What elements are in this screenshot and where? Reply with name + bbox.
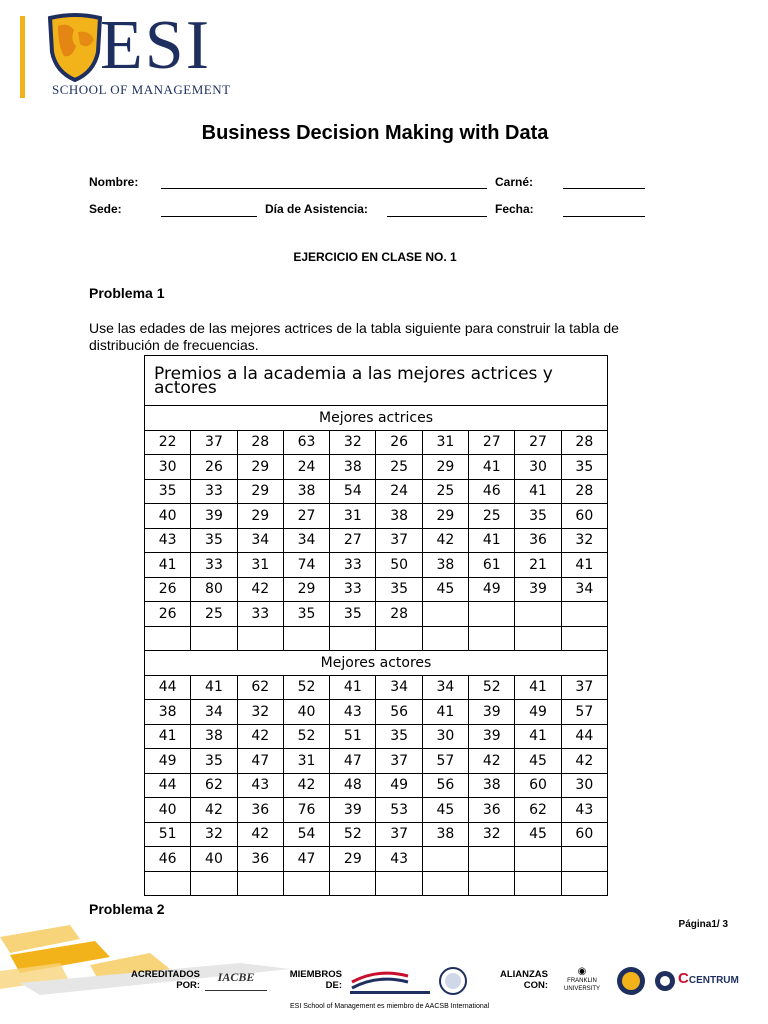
table-cell: 43 (376, 847, 422, 872)
table-cell (469, 847, 515, 872)
table-cell: 62 (237, 675, 283, 700)
table-cell: 30 (561, 773, 607, 798)
table-cell (561, 602, 607, 627)
table-cell (515, 602, 561, 627)
globe-icon: ◉ (577, 966, 587, 977)
table-cell: 52 (283, 724, 329, 749)
table-cell: 29 (237, 504, 283, 529)
table-cell: 44 (145, 675, 191, 700)
crest-logo-icon (654, 970, 676, 992)
table-cell (145, 871, 191, 896)
table-cell: 41 (145, 553, 191, 578)
table-cell (469, 871, 515, 896)
table-cell: 45 (422, 798, 468, 823)
table-cell: 26 (145, 602, 191, 627)
alianzas-label (492, 969, 548, 991)
table-cell: 33 (330, 577, 376, 602)
table-cell (191, 871, 237, 896)
table-cell: 80 (191, 577, 237, 602)
table-cell: 51 (330, 724, 376, 749)
table-cell (376, 626, 422, 651)
problem-1-text: Use las edades de las mejores actrices de la tabla siguiente para construir la tabla de distribución de frecuencias. (89, 320, 619, 353)
table-cell (145, 626, 191, 651)
table-cell (515, 847, 561, 872)
carne-field[interactable] (563, 188, 645, 189)
document-title: Business Decision Making with Data (201, 122, 549, 144)
table-cell: 52 (283, 675, 329, 700)
table-cell: 30 (515, 455, 561, 480)
table-cell: 36 (237, 798, 283, 823)
table-row (145, 626, 608, 651)
table-cell: 31 (330, 504, 376, 529)
table-cell: 35 (561, 455, 607, 480)
group-header-row (145, 406, 608, 431)
table-cell (283, 626, 329, 651)
table-cell: 49 (515, 700, 561, 725)
table-cell: 37 (191, 430, 237, 455)
table-cell: 60 (561, 822, 607, 847)
table-cell: 35 (376, 724, 422, 749)
table-cell: 33 (237, 602, 283, 627)
table-cell: 37 (376, 822, 422, 847)
table-cell: 41 (469, 528, 515, 553)
table-cell: 34 (283, 528, 329, 553)
table-caption: Premios a la academia a las mejores actrices y actores (145, 356, 608, 406)
table-cell: 38 (469, 773, 515, 798)
table-cell: 26 (191, 455, 237, 480)
table-cell: 34 (237, 528, 283, 553)
table-cell: 32 (330, 430, 376, 455)
table-cell: 47 (330, 749, 376, 774)
table-cell (422, 847, 468, 872)
table-cell: 36 (237, 847, 283, 872)
table-cell: 32 (237, 700, 283, 725)
table-cell: 44 (145, 773, 191, 798)
table-cell: 57 (422, 749, 468, 774)
table-cell: 25 (422, 479, 468, 504)
table-cell (330, 871, 376, 896)
table-cell: 28 (376, 602, 422, 627)
fecha-field[interactable] (563, 216, 645, 217)
table-row (145, 773, 608, 798)
table-cell: 54 (330, 479, 376, 504)
table-cell: 39 (515, 577, 561, 602)
table-cell: 27 (283, 504, 329, 529)
table-cell: 40 (145, 798, 191, 823)
table-cell: 42 (237, 822, 283, 847)
table-cell: 48 (330, 773, 376, 798)
table-cell: 21 (515, 553, 561, 578)
centrum-logo (678, 970, 740, 990)
sede-label: Sede: (89, 202, 122, 216)
problem-1-heading: Problema 1 (89, 285, 165, 301)
acreditados-label (122, 969, 200, 991)
table-cell: 29 (237, 455, 283, 480)
table-cell: 42 (561, 749, 607, 774)
table-cell (422, 626, 468, 651)
table-cell (515, 626, 561, 651)
table-row (145, 700, 608, 725)
table-cell: 35 (191, 528, 237, 553)
table-row (145, 577, 608, 602)
table-cell: 35 (145, 479, 191, 504)
table-cell: 24 (283, 455, 329, 480)
table-cell: 41 (515, 675, 561, 700)
esi-logo (44, 7, 231, 100)
table-cell: 25 (469, 504, 515, 529)
table-cell: 42 (237, 724, 283, 749)
table-cell: 41 (422, 700, 468, 725)
table-cell: 26 (376, 430, 422, 455)
table-cell (561, 626, 607, 651)
table-cell: 29 (237, 479, 283, 504)
table-cell: 42 (191, 798, 237, 823)
table-cell: 38 (422, 553, 468, 578)
table-cell: 37 (376, 749, 422, 774)
table-cell: 38 (283, 479, 329, 504)
table-cell: 47 (283, 847, 329, 872)
table-cell: 49 (145, 749, 191, 774)
table-row (145, 847, 608, 872)
nombre-field[interactable] (161, 188, 487, 189)
table-cell: 34 (376, 675, 422, 700)
table-cell: 28 (561, 479, 607, 504)
table-cell: 40 (283, 700, 329, 725)
centrum-text: CENTRUM (688, 975, 739, 986)
table-cell (237, 871, 283, 896)
table-cell: 62 (191, 773, 237, 798)
table-cell: 36 (515, 528, 561, 553)
membership-logo-icon (348, 966, 436, 998)
problem-2-heading: Problema 2 (89, 901, 165, 917)
table-cell: 39 (469, 700, 515, 725)
dia-asistencia-field[interactable] (387, 216, 487, 217)
table-row (145, 749, 608, 774)
table-cell: 52 (469, 675, 515, 700)
table-cell: 35 (283, 602, 329, 627)
group-title: Mejores actores (145, 651, 608, 676)
table-cell: 27 (469, 430, 515, 455)
table-row (145, 798, 608, 823)
miembros-label (282, 969, 342, 991)
table-cell: 53 (376, 798, 422, 823)
table-cell (469, 626, 515, 651)
shield-globe-icon (44, 12, 106, 82)
table-cell (422, 871, 468, 896)
table-cell: 41 (469, 455, 515, 480)
table-cell: 43 (145, 528, 191, 553)
table-caption-row (145, 356, 608, 406)
table-cell: 62 (515, 798, 561, 823)
table-cell: 56 (376, 700, 422, 725)
table-cell: 37 (561, 675, 607, 700)
table-cell: 32 (469, 822, 515, 847)
table-cell: 28 (237, 430, 283, 455)
table-cell: 74 (283, 553, 329, 578)
franklin-logo (553, 968, 611, 993)
table-row (145, 675, 608, 700)
seal-logo-icon (616, 966, 646, 996)
table-cell: 30 (422, 724, 468, 749)
sede-field[interactable] (161, 216, 257, 217)
table-cell: 29 (422, 504, 468, 529)
table-cell: 36 (469, 798, 515, 823)
table-cell: 42 (283, 773, 329, 798)
table-cell: 38 (191, 724, 237, 749)
table-cell: 45 (515, 749, 561, 774)
table-cell: 38 (145, 700, 191, 725)
acreditados-text: ACREDITADOS POR: (131, 969, 200, 991)
iacbe-logo: IACBE (205, 970, 267, 991)
table-cell: 41 (191, 675, 237, 700)
table-cell: 42 (422, 528, 468, 553)
table-cell: 50 (376, 553, 422, 578)
table-row (145, 602, 608, 627)
table-cell: 45 (422, 577, 468, 602)
table-cell: 43 (330, 700, 376, 725)
logo-accent-bar (20, 16, 25, 98)
carne-label: Carné: (495, 175, 534, 189)
table-cell: 41 (515, 724, 561, 749)
table-cell: 32 (561, 528, 607, 553)
table-cell: 25 (191, 602, 237, 627)
table-cell: 49 (469, 577, 515, 602)
table-cell: 41 (515, 479, 561, 504)
logo-brand-text: ESI (100, 7, 211, 84)
table-cell (237, 626, 283, 651)
table-cell: 63 (283, 430, 329, 455)
table-cell: 34 (422, 675, 468, 700)
table-row (145, 553, 608, 578)
table-cell: 29 (422, 455, 468, 480)
table-cell: 29 (283, 577, 329, 602)
table-cell: 42 (237, 577, 283, 602)
table-cell: 60 (561, 504, 607, 529)
table-cell: 46 (145, 847, 191, 872)
table-cell (561, 871, 607, 896)
logo-subtitle: SCHOOL OF MANAGEMENT (52, 82, 231, 97)
table-cell: 43 (561, 798, 607, 823)
table-row (145, 479, 608, 504)
table-cell: 39 (191, 504, 237, 529)
table-cell: 41 (330, 675, 376, 700)
table-cell: 38 (330, 455, 376, 480)
table-cell: 39 (469, 724, 515, 749)
table-cell: 40 (145, 504, 191, 529)
table-cell: 29 (330, 847, 376, 872)
table-cell: 26 (145, 577, 191, 602)
table-cell (561, 847, 607, 872)
group-header-row (145, 651, 608, 676)
sla-dea-logo-icon (438, 966, 468, 996)
table-row (145, 724, 608, 749)
table-row (145, 871, 608, 896)
group-title: Mejores actrices (145, 406, 608, 431)
table-cell: 28 (561, 430, 607, 455)
table-cell: 40 (191, 847, 237, 872)
table-cell: 39 (330, 798, 376, 823)
table-cell: 61 (469, 553, 515, 578)
franklin-text: FRANKLIN UNIVERSITY (563, 978, 600, 992)
table-cell (469, 602, 515, 627)
table-row (145, 504, 608, 529)
table-cell: 33 (330, 553, 376, 578)
table-cell: 52 (330, 822, 376, 847)
table-cell: 31 (237, 553, 283, 578)
table-row (145, 528, 608, 553)
table-cell: 33 (191, 553, 237, 578)
exercise-heading: EJERCICIO EN CLASE NO. 1 (293, 250, 457, 264)
table-row (145, 430, 608, 455)
table-cell (376, 871, 422, 896)
table-cell (422, 602, 468, 627)
table-cell: 41 (561, 553, 607, 578)
table-cell: 57 (561, 700, 607, 725)
miembros-text: MIEMBROS DE: (289, 969, 342, 991)
alianzas-text: ALIANZAS CON: (499, 969, 548, 991)
dia-asistencia-label: Día de Asistencia: (265, 202, 368, 216)
table-cell: 54 (283, 822, 329, 847)
page-number: Página1/ 3 (678, 919, 728, 930)
table-cell: 44 (561, 724, 607, 749)
aacsb-note: ESI School of Management es miembro de AACSB International (290, 1003, 490, 1010)
table-cell: 31 (422, 430, 468, 455)
table-cell (515, 871, 561, 896)
table-row (145, 822, 608, 847)
fecha-label: Fecha: (495, 202, 534, 216)
table-cell: 35 (515, 504, 561, 529)
table-cell: 34 (561, 577, 607, 602)
table-cell: 49 (376, 773, 422, 798)
nombre-label: Nombre: (89, 175, 139, 189)
table-cell (330, 626, 376, 651)
table-row (145, 455, 608, 480)
table-cell: 35 (330, 602, 376, 627)
table-cell (191, 626, 237, 651)
table-cell: 43 (237, 773, 283, 798)
table-cell: 27 (515, 430, 561, 455)
table-cell: 33 (191, 479, 237, 504)
table-cell (283, 871, 329, 896)
table-cell: 42 (469, 749, 515, 774)
table-cell: 37 (376, 528, 422, 553)
table-cell: 31 (283, 749, 329, 774)
centrum-c-icon: C (678, 970, 689, 987)
table-cell: 47 (237, 749, 283, 774)
table-cell: 41 (145, 724, 191, 749)
table-cell: 38 (376, 504, 422, 529)
table-cell: 56 (422, 773, 468, 798)
table-cell: 32 (191, 822, 237, 847)
table-cell: 60 (515, 773, 561, 798)
table-cell: 34 (191, 700, 237, 725)
table-cell: 22 (145, 430, 191, 455)
table-cell: 27 (330, 528, 376, 553)
table-cell: 76 (283, 798, 329, 823)
table-cell: 46 (469, 479, 515, 504)
table-cell: 51 (145, 822, 191, 847)
table-cell: 38 (422, 822, 468, 847)
table-cell: 35 (191, 749, 237, 774)
awards-table (144, 355, 608, 896)
table-cell: 30 (145, 455, 191, 480)
table-cell: 25 (376, 455, 422, 480)
table-cell: 24 (376, 479, 422, 504)
table-cell: 35 (376, 577, 422, 602)
table-cell: 45 (515, 822, 561, 847)
